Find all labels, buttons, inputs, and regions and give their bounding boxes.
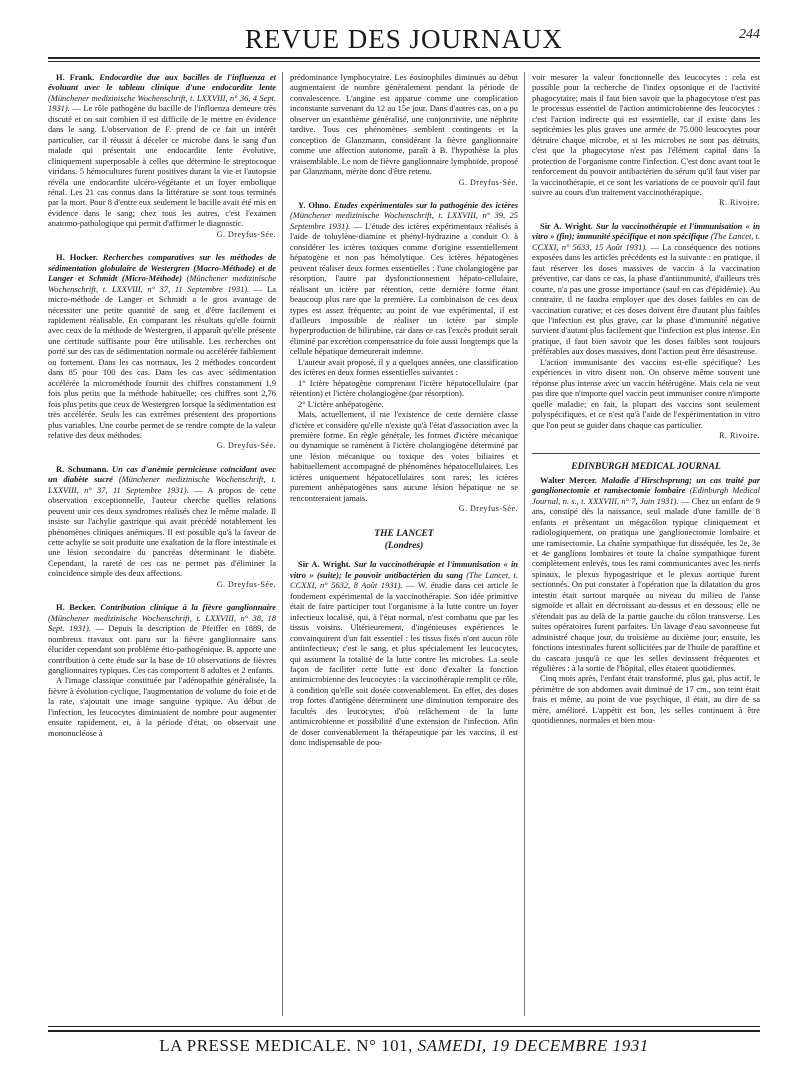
article-frank (48, 72, 276, 240)
section-rule (532, 453, 760, 454)
column-3 (532, 72, 760, 1016)
article-title: Sur la vaccinothérapie et l'immunisation « in vitro » (suite); le pouvoir antibactérien du sang (290, 559, 518, 580)
footer-journal: LA PRESSE MEDICALE. N° 101, (159, 1036, 413, 1055)
article-signature: R. Rivoire. (719, 198, 760, 208)
article-author: H. Frank. (56, 72, 95, 82)
footer-text (48, 1036, 760, 1056)
page-footer (48, 1026, 760, 1066)
article-becker-cont (290, 72, 518, 188)
article-schumann (48, 464, 276, 590)
column-divider (518, 72, 532, 1016)
article-paragraph: A l'image classique constituée par l'adénopathie généralisée, la fièvre à évolution cyclique, l'augmentation de volume du foie et de la rate, s'ajoutait une image sanguine typique. Au début de l'infection, les leucocytes diminuaient de nombre pour augmenter ensuite rapidement, et, à la période d'état, on observait une mononucléose à (48, 675, 276, 738)
column-2 (290, 72, 518, 1016)
article-author: Y. Ohno. (298, 199, 331, 210)
page-number: 244 (739, 27, 760, 42)
header-rule (48, 57, 760, 59)
footer-rule-thin (48, 1026, 760, 1027)
article-source: (Edinburgh Medical Journal, n. s., t. XXXVIII, n° 7, Juin 1931). (532, 485, 760, 506)
article-signature: G. Dreyfus-Sée. (216, 441, 276, 451)
article-paragraph: Mais, actuellement, il nie l'existence de cette dernière classe d'ictère et considère qu'elle n'existe qu'à l'état d'association avec la première forme. En règle générale, les formes d'ictère mécanique ou dynamique se ramènent à l'ictère cholangiogène déterminé par une lésion mécanique ou toxique des voies biliaires et habituellement accompagné de phénomènes hépatocellulaires. Les ictères uniquement hépatocellulaires sont rares; les ictères purement anhépatogènes sans aucune lésion hépatique ne se rencontreraient jamais. (290, 409, 518, 503)
article-body: — La conséquence des notions exposées dans les articles précédents est la suivante : en pratique, il faut réserver les doses massives de vaccin à la vaccination préventive, car dans ce cas, la phase d'antiimmunité, d'ailleurs très courte, n'a pas une grosse importance (sauf en cas d'épidémie). Au contraire, il ne faudra employer que des doses faibles en cas de vaccination curative; et ces doses doivent être d'autant plus faibles que l'infection est plus grave, car la phase d'immunité négative survient d'autant plus facilement que l'infection est plus intense. En pratique, il faut bien savoir que les doses faibles sont toujours préférables aux doses massives, dont l'action peut être désastreuse. (532, 241, 760, 357)
article-body: — L'étude des ictères expérimentaux réalisés à l'aide de toluylène-diamine et phényl-hydrazine a conduit O. à considérer les ictères toxiques comme d'origine essentiellement hépatogène et non pas hémolytique. Ces ictères hépatogènes peuvent réaliser deux formes essentielles : l'une cholangiogène par résorption, l'autre par dysfonctionnement hépato-cellulaire, réalisant un ictère par rétention, cette dernière forme étant beaucoup plus rare que la première. La combinaison de ces deux types est assez fréquente; au point de vue expérimental, il est d'ailleurs impossible de réaliser un ictère par simple hyperproduction de bilirubine, car dans ce cas l'excès produit serait éliminé par excrétion compensatrice du foie aussi longtemps que la cellule hépatique demeurerait indemne. (290, 220, 518, 357)
article-author: H. Becker. (56, 602, 96, 613)
article-title: Maladie d'Hirschsprung; un cas traité par ganglionectomie et ramisectomie lombaire (532, 474, 760, 496)
article-paragraph: L'action immunisante des vaccins est-elle spécifique? Les expériences in vitro disent non. On observe même souvent une réponse plus intense avec un vaccin hétérogène. Mais cela ne veut pas dire que n'importe quel vaccin peut immuniser contre n'importe quelle maladie; en fait, la plupart des vaccins sont seulement polyspécifiques, et ce n'est qu'à l'aide de l'expérimentation in vitro que l'on peut se guider dans chaque cas particulier. (532, 356, 760, 430)
article-hocker (48, 252, 276, 452)
section-title: THE LANCET (374, 528, 434, 539)
article-title: Endocardite due aux bacilles de l'influenza et évoluant avec le tableau clinique d'une endocardite lente (48, 72, 276, 93)
article-signature: G. Dreyfus-Sée. (216, 579, 276, 589)
article-title: Recherches comparatives sur les méthodes de sédimentation globulaire de Westergren (Macro-Méthode) et de Langer et Schmidt (Micro-Méthode) (48, 252, 276, 284)
article-title: Contribution clinique à la fièvre ganglionnaire (100, 602, 276, 613)
article-signature: G. Dreyfus-Sée. (216, 229, 276, 239)
section-subtitle: (Londres) (384, 541, 424, 552)
article-wright-2 (532, 221, 760, 442)
article-body: — W. étudie dans cet article le fondement expérimental de la vaccinothérapie. Son idée primitive était de faire participer tout l'organisme à la lutte contre un foyer infectieux localisé, qui, à l'état normal, n'est combattu que par les tissus voisins. Ultérieurement, d'ingénieuses expériences le convainquirent d'un fait essentiel : les tissus fixés n'ont aucun rôle antiinfectieux; c'est le sang, et plus spécialement les leucocytes, qui assument la totalité de la lutte contre les microbes. La seule façon de faciliter cette lutte est donc d'exalter la fonction antimicrobienne des leucocytes : la vaccinothérapie remplit ce rôle, à condition qu'elle soit dosée convenablement. En effet, des doses trop fortes d'antigène déterminent une diminution temporaire des facultés des leucocytes; d'où relâchement de la lutte antimicrobienne et possibilité d'une extension de l'infection. Afin de doser convenablement la thérapeutique par les vaccins, il est donc indispensable de pou- (290, 580, 518, 748)
article-signature: G. Dreyfus-Sée. (458, 504, 518, 514)
article-becker (48, 602, 276, 738)
article-body: — Depuis la description de Pfeiffer en 1889, de nombreux travaux ont paru sur la fièvre ganglionnaire sans élucider cependant son problème étio-pathogénique. B. apporte une contribution à cette étude sur la base de 10 observations de fièvres ganglionnaires typiques. Ces cas comportent 8 adultes et 2 enfants. (48, 623, 276, 676)
section-title: EDINBURGH MEDICAL JOURNAL (571, 462, 721, 473)
article-source: (The Lancet, t. CCXXI, n° 5633, 15 Août 1931). (532, 231, 760, 252)
article-source: (Münchener medizinische Wochenschrift, t. LXXVIII, n° 38, 18 Sept. 1931). (48, 612, 276, 634)
article-author: Sir A. Wright. (540, 220, 593, 231)
article-paragraph: voir mesurer la valeur fonctionnelle des leucocytes : cela est possible pour la recherche de l'index opsonique et de l'activité phagocytaire; mais il faut bien savoir que la phagocytose n'est pas le processus essentiel de l'action antimicrobienne des leucocytes : c'est l'action indirecte qui est essentielle, car il existe dans les septicémies les plus graves une armée de 75.000 leucocytes pour détruire chaque microbe, et si les microbes ne sont pas détruits, c'est que la phagocytose n'est pas l'élément capital dans la protection de l'organisme contre l'infection. C'est donc avant tout le renforcement du pouvoir antibactérien du sérum qu'il faut viser par la vaccinothérapie, et ce sont les variations de ce pouvoir qu'il faut suivre au cours d'un traitement vaccinothérapique. (532, 72, 760, 197)
article-mercer (532, 475, 760, 726)
article-source: (Münchener medizinische Wochenschrift, t. LXXVIII, n° 37, 11 Septembre 1931). (48, 273, 276, 294)
article-title: Un cas d'anémie pernicieuse coïncidant avec un diabète sucré (48, 463, 276, 485)
article-signature: R. Rivoire. (719, 430, 760, 440)
column-1 (48, 72, 276, 1016)
article-source: (Münchener medizinische Wochenschrift, t. LXXVIII, n° 37, 11 Septembre 1931). (48, 474, 276, 495)
article-ohno (290, 200, 518, 515)
article-paragraph: Cinq mois après, l'enfant était transformé, plus gai, plus actif, le périmètre de son abdomen avait diminué de 17 cm., son teint était frais et même, au point de vue psychique, il était, au dire de sa mère, amélioré. L'appétit est bon, les selles continuent à être quotidiennes, normales et bien mou- (532, 673, 760, 726)
article-signature: G. Dreyfus-Sée. (458, 177, 518, 187)
journal-page (48, 20, 760, 1070)
article-paragraph: prédominance lymphocytaire. Les éosinophiles diminués au début augmentaient de nombre généralement pendant la période de convalescence. L'angine est apparue comme une complication inconstante survenant du 12 au 15e jour. Dans d'autres cas, on a pu observer un exanthème généralisé, une conjonctivite, une néphrite tardive. Tous ces phénomènes semblent contingents et la conception de Glanzmann, considérant la fièvre ganglionnaire comme une affection autonome, paraît à B. l'hypothèse la plus vraisemblable. Le nom de fièvre ganglionnaire lymphoïde, proposé par Glanzmann, mérite donc d'être retenu. (290, 72, 518, 177)
article-author: Walter Mercer. (540, 474, 597, 485)
article-body: — A propos de cette observation exceptionnelle, l'auteur cherche quelles relations peuvent unir ces deux syndromes réalisés chez le même malade. Il insiste sur l'achylie gastrique qui avait précédé notablement les phénomènes cliniques anémiques. Il est possible qu'à la faveur de cette achylie se soit produite une exaltation de la flore intestinale et une lésion secondaire du pancréas déterminant le diabète. Cependant, la rareté de ces cas ne permet pas d'éliminer la coïncidence simple des deux affections. (48, 484, 276, 579)
article-author: R. Schumann. (56, 463, 109, 474)
article-paragraph: L'auteur avait proposé, il y a quelques années, une classification des ictères en deux formes essentielles suivantes : (290, 356, 518, 378)
page-header (48, 20, 760, 64)
article-paragraph: 1° Ictère hépatogène comprenant l'ictère hépatocellulaire (par rétention) et l'ictère cholangiogène (par résorption). (290, 377, 518, 399)
article-title: Sur la vaccinothérapie et l'immunisation « in vitro » (fin); immunité spécifique et non spécifique (532, 220, 760, 242)
article-source: (Münchener medizinische Wochenschrift, t. LXXVIII, n° 39, 25 Septembre 1931). (290, 210, 518, 231)
footer-rule (48, 1030, 760, 1032)
article-title: Etudes expérimentales sur la pathogénie des ictères (333, 199, 518, 210)
article-wright-1 (290, 559, 518, 747)
article-author: Sir A. Wright. (298, 559, 351, 570)
footer-date: SAMEDI, 19 DECEMBRE 1931 (417, 1036, 649, 1055)
column-divider (276, 72, 290, 1016)
article-paragraph: 2° L'ictère anhépatogène. (298, 398, 384, 409)
article-source: (Münchener medizinische Wochenschrift, t. LXXVIII, n° 36, 4 Sept. 1931). (48, 92, 276, 114)
article-source: (The Lancet, t. CCXXI, n° 5632, 8 Août 1931). (290, 569, 518, 591)
article-body: — La micro-méthode de Langer et Schmidt a le gros avantage de nécessiter une petite quantité de sang et d'être facilement et rapidement réalisable. En comparant les résultats qu'elle fournit avec ceux de la méthode de Westergren, il apparaît qu'elle présente une certitude suffisante pour être utilisable. Les recherches ont porté sur des cas de sédimentation normale ou accélérée faiblement ou fortement. Dans les cas normaux, les 2 méthodes concordent dans 85 pour 100 des cas. Dans les cas avec sédimentation accélérée la microméthode fournit des chiffres constamment 1,9 fois plus petits que la méthode habituelle; ces chiffres sont 2,76 fois plus petits que ceux de Westergren lorsque la sédimentation est très accélérée. Seuls les cas extrêmes présentent des proportions plus variables. Une courbe permet de se rendre compte de la valeur relative des deux méthodes. (48, 283, 276, 440)
article-author: H. Hocker. (56, 252, 98, 263)
article-wright-1-cont (532, 72, 760, 209)
article-body: — Le rôle pathogène du bacille de l'influenza demeure très discuté et on sait combien il est difficile de le mettre en évidence dans le sang. L'observation de F. prend de ce fait un intérêt particulier, car il réussit à déceler ce microbe dans le sang d'un malade qui présentait une endocardite lente évolutive, cliniquement superposable à celles que détermine le streptocoque viridans. 5 hémocultures furent positives durant la vie et l'autopsie révéla une endocardite ulcéro-végétante et un foyer embolique rénal. Les 21 cas connus dans la littérature se sont tous terminés par la mort. Pour 8 d'entre eux seulement le bacille avait été mis en évidence dans le sang; chez tous les autres, c'est l'examen anatomo-pathologique qui permit d'affirmer le diagnostic. (48, 103, 276, 229)
page-title: REVUE DES JOURNAUX (244, 24, 563, 54)
article-body: — Chez un enfant de 9 ans, constipé dès la naissance, seul malade d'une famille de 8 enfants et présentant un mégacôlon typique cliniquement et radiologiquement, on pratiqua une ganglionectomie lombaire et une ramisectomie. La chaîne sympathique fut disséquée, les 2e, 3e et 4e ganglions lombaires et toute la chaîne sympathique furent complètement enlevés, tous les rami communicantes avec les nerfs spinaux, le plexus hypogastrique et le plexus aortique furent sectionnés. On put constater à l'opération que la dilatation du gros intestin était surtout marquée au niveau du milieu de l'anse sigmoïde et allait en décroissant au-dessus et en dessous; elle ne s'étendait pas au delà de la partie gauche du côlon transverse. Les suites opératoires furent parfaites. Un lavage d'eau savonneuse fut administré chaque jour, du troisième au dixième jour; ensuite, les fonctions intestinales furent sollicitées par de l'huile de paraffine et du cascara jusqu'à ce que les selles devinssent fréquentes et régulières : à la sortie de l'hôpital, elles étaient quotidiennes. (532, 495, 760, 674)
header-rule-thin (48, 61, 760, 62)
text-columns (48, 72, 760, 1016)
